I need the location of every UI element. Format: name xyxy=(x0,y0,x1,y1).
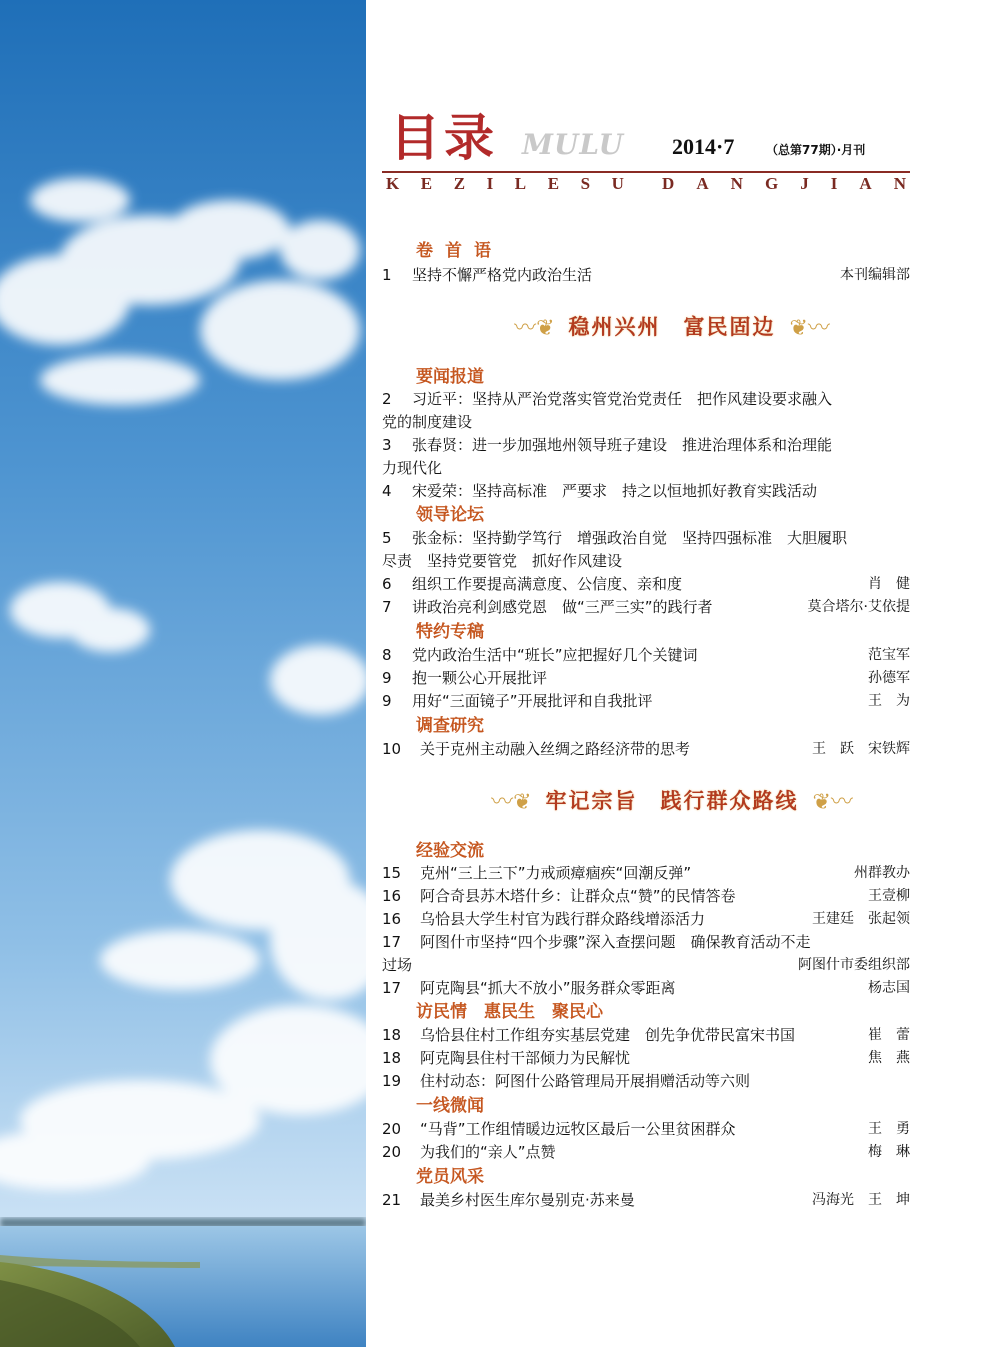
section-title: 卷首语 xyxy=(416,241,503,261)
toc-entry[interactable]: 9 抱一颗公心开展批评 孙德军 xyxy=(382,669,910,687)
toc-entry[interactable]: 20 “马背”工作组情暖边远牧区最后一公里贫困群众 王 勇 xyxy=(382,1120,910,1138)
toc-entry-continued[interactable]: 过场 阿图什市委组织部 xyxy=(382,956,910,974)
section-title: 一线微闻 xyxy=(416,1096,484,1116)
toc-entry[interactable]: 15 克州“三上三下”力戒顽瘴痼疾“回潮反弹” 州群教办 xyxy=(382,864,910,882)
toc-entry[interactable]: 7 讲政治亮利剑感党恩 做“三严三实”的践行者 莫合塔尔·艾依提 xyxy=(382,598,910,616)
toc-entry-continued[interactable]: 尽责 坚持党要管党 抓好作风建设 xyxy=(382,552,623,570)
sky-landscape-image xyxy=(0,0,366,1347)
table-of-contents xyxy=(366,0,992,1347)
page-title-pinyin: MULU xyxy=(522,128,624,161)
toc-entry[interactable]: 19 住村动态：阿图什公路管理局开展捐赠活动等六则 xyxy=(382,1072,751,1090)
toc-entry-continued[interactable]: 力现代化 xyxy=(382,459,443,477)
ornament-left-icon: 〰❦ xyxy=(514,315,555,341)
toc-entry[interactable]: 16 乌恰县大学生村官为践行群众路线增添活力 王建廷 张起领 xyxy=(382,910,910,928)
magazine-name-part2: D A N G J I A N xyxy=(662,174,906,193)
feature-banner: 〰❦ 稳州兴州 富民固边 ❦〰 xyxy=(462,306,882,346)
section-title: 领导论坛 xyxy=(416,505,484,525)
feature-banner: 〰❦ 牢记宗旨 践行群众路线 ❦〰 xyxy=(462,780,882,820)
toc-entry-continued[interactable]: 党的制度建设 xyxy=(382,413,473,431)
ornament-right-icon: ❦〰 xyxy=(812,789,853,815)
page-title: 目录 xyxy=(390,108,498,167)
issue-total: （总第77期）·月刊 xyxy=(766,143,866,157)
section-title: 党员风采 xyxy=(416,1167,484,1187)
toc-entry[interactable]: 18 阿克陶县住村干部倾力为民解忧 焦 燕 xyxy=(382,1049,910,1067)
issue-number: 2014·7 xyxy=(672,134,735,159)
toc-entry[interactable]: 17 阿克陶县“抓大不放小”服务群众零距离 杨志国 xyxy=(382,979,910,997)
toc-entry[interactable]: 16 阿合奇县苏木塔什乡：让群众点“赞”的民情答卷 王壹柳 xyxy=(382,887,910,905)
section-title: 特约专稿 xyxy=(416,622,484,642)
section-title: 调查研究 xyxy=(416,716,484,736)
ornament-left-icon: 〰❦ xyxy=(491,789,532,815)
toc-entry[interactable]: 3 张春贤：进一步加强地州领导班子建设 推进治理体系和治理能 xyxy=(382,436,833,454)
section-title: 要闻报道 xyxy=(416,367,484,387)
section-title: 经验交流 xyxy=(416,841,484,861)
section-title: 访民情 惠民生 聚民心 xyxy=(416,1002,603,1022)
toc-entry[interactable]: 18 乌恰县住村工作组夯实基层党建 创先争优带民富宋书国 崔 蕾 xyxy=(382,1026,910,1044)
toc-entry[interactable]: 1 坚持不懈严格党内政治生活 本刊编辑部 xyxy=(382,266,910,284)
toc-entry[interactable]: 6 组织工作要提高满意度、公信度、亲和度 肖 健 xyxy=(382,575,910,593)
cover-photo-sky-lake xyxy=(0,0,366,1347)
toc-entry[interactable]: 10 关于克州主动融入丝绸之路经济带的思考 王 跃 宋铁辉 xyxy=(382,740,910,758)
toc-entry[interactable]: 20 为我们的“亲人”点赞 梅 琳 xyxy=(382,1143,910,1161)
toc-entry[interactable]: 21 最美乡村医生库尔曼别克·苏来曼 冯海光 王 坤 xyxy=(382,1191,910,1209)
ornament-right-icon: ❦〰 xyxy=(789,315,830,341)
toc-entry[interactable]: 2 习近平：坚持从严治党落实管党治党责任 把作风建设要求融入 xyxy=(382,390,833,408)
magazine-name-part1: K E Z I L E S U xyxy=(386,174,624,193)
toc-entry[interactable]: 8 党内政治生活中“班长”应把握好几个关键词 范宝军 xyxy=(382,646,910,664)
toc-entry[interactable]: 4 宋爱荣：坚持高标准 严要求 持之以恒地抓好教育实践活动 xyxy=(382,482,818,500)
magazine-name-en xyxy=(386,174,906,194)
toc-entry[interactable]: 5 张金标：坚持勤学笃行 增强政治自觉 坚持四强标准 大胆履职 xyxy=(382,529,848,547)
toc-entry[interactable]: 17 阿图什市坚持“四个步骤”深入查摆问题 确保教育活动不走 xyxy=(382,933,811,951)
header-divider xyxy=(382,171,910,173)
toc-entry[interactable]: 9 用好“三面镜子”开展批评和自我批评 王 为 xyxy=(382,692,910,710)
